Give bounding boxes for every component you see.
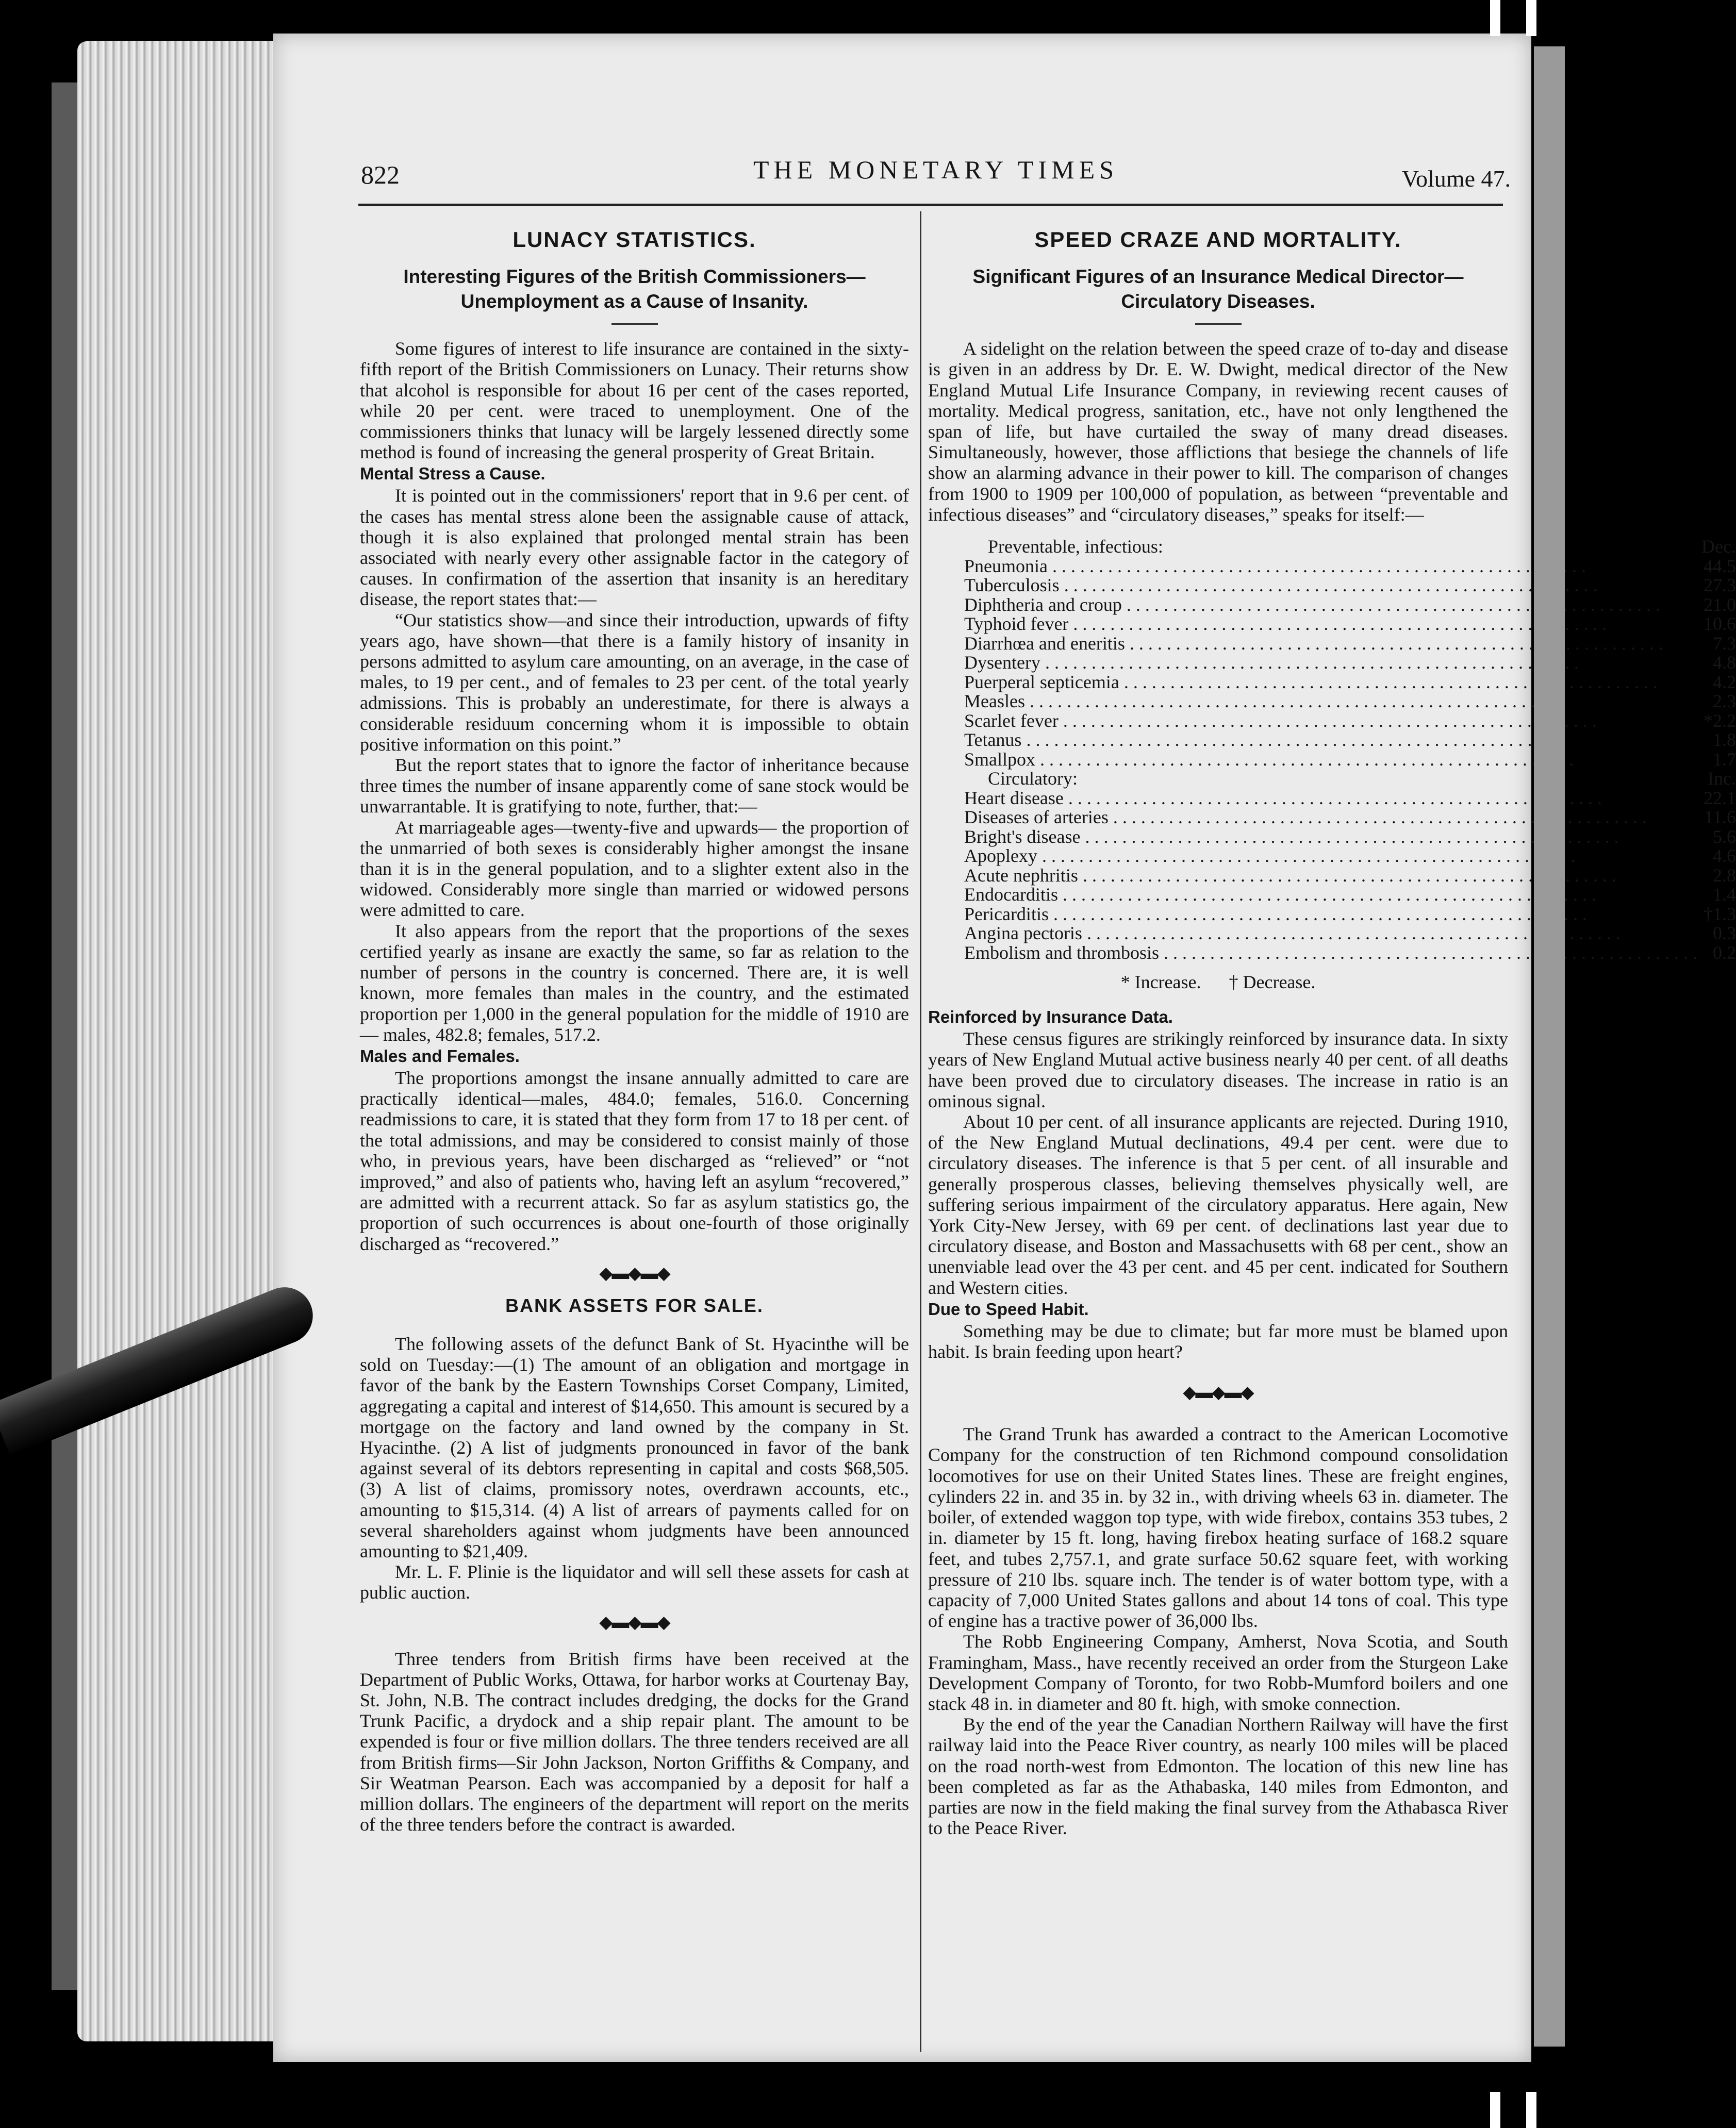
disease-label: Typhoid fever . . . (964, 614, 1697, 634)
table-row (964, 750, 1736, 770)
volume-label: Volume 47. (1401, 165, 1511, 192)
rate-change-value: 10.6 (1703, 613, 1736, 635)
rate-change-value: 4.2 (1712, 671, 1736, 692)
lunacy-subtitle: Interesting Figures of the British Commissioners— Unemployment as a Cause of Insanity. (403, 266, 866, 312)
speed-paragraph: A sidelight on the relation between the speed craze of to-day and disease is given in an address by Dr. E. W. Dwight, medical director of the New England Mutual Life Insurance Company, in reviewing recent causes of mortality. Medical progress, sanitation, etc., have not only lengthened the span of life, but have curtailed the sway of many dread diseases. Simultaneously, however, those afflictions that besiege the channels of life show an alarming advance in their power to kill. The comparison of changes from 1900 to 1909 per 100,000 of population, as between “preventable and infectious diseases” and “circulatory diseases,” speaks for itself:— (928, 338, 1508, 525)
speed-paragraph: About 10 per cent. of all insurance applicants are rejected. During 1910, of the New England Mutual declinations, 49.4 per cent. were due to circulatory diseases. The inference is that 5 per cent. of all insurable and generally prosperous classes, believing themselves physically well, are suffering serious impairment of the circulatory apparatus. Here again, New York City-New Jersey, with 69 per cent. of declinations last year due to circulatory disease, and Boston and Massachusetts with 68 per cent., show an unenviable lead over the 43 per cent. and 45 per cent. indicated for Southern and Western cities. (928, 1111, 1508, 1298)
film-mark (1526, 0, 1536, 36)
lunacy-quote: “Our statistics show—and since their introduction, upwards of fifty years ago, have shown—that there is a family history of insanity in persons admitted to asylum care amounting, on an average, in the case of males, to 19 per cent., and of females to 23 per cent. of the total yearly admissions. This is probably an underestimate, for there is always a considerable residuum concerning whom it is impossible to obtain positive information on this point.” (360, 609, 909, 755)
speed-paragraph: Something may be due to climate; but far more must be blamed upon habit. Is brain feeding upon heart? (928, 1320, 1508, 1362)
rate-change-value: *2.2 (1703, 710, 1736, 731)
disease-name (964, 634, 1697, 654)
section-heading-reinforced: Reinforced by Insurance Data. (928, 1007, 1173, 1027)
section-heading-speed-habit: Due to Speed Habit. (928, 1299, 1089, 1319)
table-group-header (964, 769, 1736, 789)
disease-name (964, 808, 1697, 827)
speed-paragraph: These census figures are strikingly reinforced by insurance data. In sixty years of New England Mutual active business nearly 40 per cent. of all deaths have been proved due to circulatory diseases. The increase in ratio is an ominous signal. (928, 1028, 1508, 1111)
bank-paragraph: Mr. L. F. Plinie is the liquidator and will sell these assets for cash at public auction. (360, 1561, 909, 1603)
table-row (964, 846, 1736, 866)
railway-paragraph: By the end of the year the Canadian Northern Railway will have the first railway laid into the Peace River country, as nearly 100 miles will be placed on the road north-west from Edmonton. The location of this new line has been completed as far as the Athabaska, 140 miles from Edmonton, and parties are now in the field making the final survey from the Athabasca River to the Peace River. (928, 1714, 1508, 1839)
rate-change-value: 21.0 (1703, 594, 1736, 615)
tenders-paragraph: Three tenders from British firms have been received at the Department of Public Works, Ottawa, for harbor works at Courtenay Bay, St. John, N.B. The contract includes dredging, the docks for the Grand Trunk Pacific, a drydock and a ship repair plant. The amount to be expended is four or five million dollars. The three tenders received are all from British firms—Sir John Jackson, Norton Griffiths & Company, and Sir Weatman Pearson. Each was accompanied by a deposit for half a million dollars. The engineers of the department will report on the merits of the three tenders before the contract is awarded. (360, 1648, 909, 1835)
section-heading-males-females: Males and Females. (360, 1046, 520, 1066)
disease-label: Diarrhœa and eneritis . . . (964, 634, 1697, 654)
disease-name (964, 711, 1697, 731)
mortality-table-wrap (928, 536, 1736, 963)
rate-change-value: 11.6 (1704, 807, 1736, 828)
rate-change-value: 1.8 (1712, 729, 1736, 751)
table-row (964, 634, 1736, 654)
disease-label: Dysentery . . . (964, 653, 1697, 673)
column-divider (920, 211, 921, 2052)
ornament-divider: ◆▬◆▬◆ (599, 1264, 670, 1283)
lunacy-paragraph: It also appears from the report that the proportions of the sexes certified yearly as insane are exactly the same, so far as relation to the number of persons in the country is concerned. There are, it is well known, more females than males in the country, and the estimated proportion per 1,000 in the general population for the middle of 1910 are— males, 482.8; females, 517.2. (360, 920, 909, 1045)
book-page-edges (77, 41, 278, 2041)
table-row (964, 673, 1736, 692)
table-row (964, 557, 1736, 576)
disease-name (964, 866, 1697, 886)
table-row (964, 885, 1736, 905)
ornament-divider: ◆▬◆▬◆ (599, 1612, 670, 1632)
column-label-dec: Dec. (1701, 536, 1736, 557)
disease-name (964, 692, 1697, 711)
disease-label: Diseases of arteries . . . (964, 808, 1697, 827)
disease-name (964, 943, 1697, 963)
film-mark (1490, 0, 1500, 36)
disease-name (964, 653, 1697, 673)
disease-label: Smallpox . . . (964, 750, 1697, 770)
rate-change-value: 2.3 (1712, 691, 1736, 712)
disease-name (964, 614, 1697, 634)
facing-page-edge (1534, 46, 1565, 2047)
table-row (964, 866, 1736, 886)
rate-change-value: 4.6 (1712, 845, 1736, 867)
rate-change-value: †1.3 (1703, 903, 1736, 924)
rate-change-value: 44.5 (1703, 555, 1736, 576)
ornament-divider: ◆▬◆▬◆ (1183, 1383, 1253, 1403)
rate-change-value: 22.1 (1703, 787, 1736, 808)
lunacy-paragraph: But the report states that to ignore the factor of inheritance because three times the number of insane apparently come of sane stock would be unwarrantable. It is gratifying to note, further, that:— (360, 755, 909, 817)
table-row (964, 924, 1736, 943)
disease-label: Tetanus . . . (964, 730, 1697, 750)
lunacy-paragraph: The proportions amongst the insane annually admitted to care are practically identical—males, 484.0; females, 516.0. Concerning readmissions to care, it is stated that they form from 17 to 18 per cent. of the total admissions, and may be considered to consist mainly of those who, in previous years, have been discharged as “relieved” or “not improved,” and also of patients who, having left an asylum “recovered,” are admitted with a recurrent attack. So far as asylum statistics go, the proportion of such occurrences is about one-fourth of those originally discharged as “recovered.” (360, 1067, 909, 1254)
film-mark (1526, 2092, 1536, 2128)
column-label-inc: Inc. (1708, 768, 1736, 789)
table-row (964, 595, 1736, 615)
disease-label: Scarlet fever . . . (964, 711, 1697, 731)
disease-name (964, 576, 1697, 595)
disease-label: Diphtheria and croup . . . (964, 595, 1697, 615)
table-row (964, 789, 1736, 808)
short-rule (611, 323, 658, 325)
disease-name (964, 827, 1697, 847)
page-number: 822 (361, 160, 400, 189)
rate-change-value: 4.8 (1712, 652, 1736, 673)
disease-name (964, 846, 1697, 866)
table-row (964, 576, 1736, 595)
header-rule (358, 204, 1503, 206)
disease-name (964, 924, 1697, 943)
table-group-header (964, 537, 1736, 557)
disease-name (964, 673, 1697, 692)
group-label-preventable: Preventable, infectious: (988, 536, 1163, 557)
disease-label: Apoplexy . . . (964, 846, 1697, 866)
lunacy-paragraph: At marriageable ages—twenty-five and upwards— the proportion of the unmarried of both sexes is considerably higher amongst the insane than it is in the general population, and to a slighter extent also in the widowed. Considerably more single than married or widowed persons were admitted to care. (360, 817, 909, 921)
table-row (964, 943, 1736, 963)
locomotives-paragraph: The Grand Trunk has awarded a contract to the American Locomotive Company for the construction of ten Richmond compound consolidation locomotives for use on their United States lines. These are freight engines, cylinders 22 in. and 35 in. by 32 in., with driving wheels 63 in. diameter. The boiler, of extended waggon top type, with wide firebox, contains 353 tubes, 2 in. diameter by 15 ft. long, having firebox heating surface of 168.2 square feet, and tubes 2,757.1, and grate surface 50.62 square feet, with working pressure of 210 lbs. square inch. The tender is of water bottom type, with a capacity of 7,000 United States gallons and about 14 tons of coal. This type of engine has a tractive power of 36,000 lbs. (928, 1424, 1508, 1632)
speed-subtitle: Significant Figures of an Insurance Medical Director— Circulatory Diseases. (972, 266, 1464, 312)
table-row (964, 730, 1736, 750)
rate-change-value: 5.6 (1712, 826, 1736, 847)
left-column (360, 229, 909, 1835)
rate-change-value: 7.3 (1712, 633, 1736, 654)
disease-label: Endocarditis . . . (964, 885, 1697, 905)
table-legend: * Increase. † Decrease. (1120, 972, 1316, 993)
rate-change-value: 2.8 (1712, 864, 1736, 886)
rate-change-value: 27.3 (1703, 575, 1736, 596)
speed-title: SPEED CRAZE AND MORTALITY. (1034, 227, 1402, 252)
lunacy-title: LUNACY STATISTICS. (512, 227, 756, 252)
disease-label: Pneumonia . . . (964, 557, 1697, 576)
bank-title: BANK ASSETS FOR SALE. (505, 1294, 764, 1316)
section-heading-mental-stress: Mental Stress a Cause. (360, 464, 545, 484)
short-rule (1195, 323, 1242, 325)
rate-change-value: 1.4 (1712, 884, 1736, 905)
disease-name (964, 595, 1697, 615)
disease-name (964, 557, 1697, 576)
mortality-table (964, 537, 1736, 962)
film-mark (1490, 2092, 1500, 2128)
disease-label: Angina pectoris . . . (964, 924, 1697, 943)
group-label-circulatory: Circulatory: (988, 768, 1078, 789)
rate-change-value: 1.7 (1712, 749, 1736, 770)
disease-label: Bright's disease . . . (964, 827, 1697, 847)
disease-label: Pericarditis . . . (964, 905, 1697, 924)
disease-label: Embolism and thrombosis . . . (964, 943, 1697, 963)
newspaper-page (273, 34, 1736, 2062)
rate-change-value: 0.2 (1712, 942, 1736, 963)
table-row (964, 827, 1736, 847)
disease-name (964, 905, 1697, 924)
disease-label: Measles . . . (964, 692, 1697, 711)
journal-title: THE MONETARY TIMES (753, 155, 1118, 184)
robb-paragraph: The Robb Engineering Company, Amherst, Nova Scotia, and South Framingham, Mass., have recently received an order from the Sturgeon Lake Development Company of Toronto, for two Robb-Mumford boilers and one stack 48 in. in diameter and 80 ft. high, with smoke connection. (928, 1631, 1508, 1714)
page-header (361, 124, 1511, 192)
disease-label: Heart disease . . . (964, 789, 1697, 808)
table-row (964, 711, 1736, 731)
disease-label: Tuberculosis . . . (964, 576, 1697, 595)
disease-name (964, 789, 1697, 808)
disease-label: Puerperal septicemia . . . (964, 673, 1697, 692)
right-column (928, 227, 1736, 1839)
table-row (964, 808, 1736, 827)
disease-name (964, 730, 1697, 750)
table-row (964, 614, 1736, 634)
disease-name (964, 885, 1697, 905)
lunacy-paragraph: It is pointed out in the commissioners' report that in 9.6 per cent. of the cases has mental stress alone been the assignable cause of attack, though it is also explained that prolonged mental strain has been associated with nearly every other assignable factor in the category of causes. In confirmation of the assertion that insanity is an hereditary disease, the report states that:— (360, 485, 909, 610)
table-row (964, 653, 1736, 673)
table-row (964, 905, 1736, 924)
table-row (964, 692, 1736, 711)
disease-name (964, 750, 1697, 770)
rate-change-value: 0.3 (1712, 923, 1736, 944)
bank-paragraph: The following assets of the defunct Bank of St. Hyacinthe will be sold on Tuesday:—(1) The amount of an obligation and mortgage in favor of the bank by the Eastern Townships Corset Company, Limited, aggregating a capital and interest of $14,650. This amount is secured by a mortgage on the factory and land owned by the company in St. Hyacinthe. (2) A list of judgments pronounced in favor of the bank against several of its debtors representing in capital and costs $68,505. (3) A list of claims, promissory notes, overdrawn accounts, etc., amounting to $15,314. (4) A list of arrears of payments called for on several shareholders against whom judgments have been announced amounting to $21,409. (360, 1333, 909, 1561)
lunacy-paragraph: Some figures of interest to life insurance are contained in the sixty-fifth report of the British Commissioners on Lunacy. Their returns show that alcohol is responsible for about 16 per cent of the cases reported, while 20 per cent. were traced to unemployment. One of the commissioners thinks that lunacy will be largely lessened directly some method is found of increasing the general prosperity of Great Britain. (360, 338, 909, 463)
disease-label: Acute nephritis . . . (964, 866, 1697, 886)
